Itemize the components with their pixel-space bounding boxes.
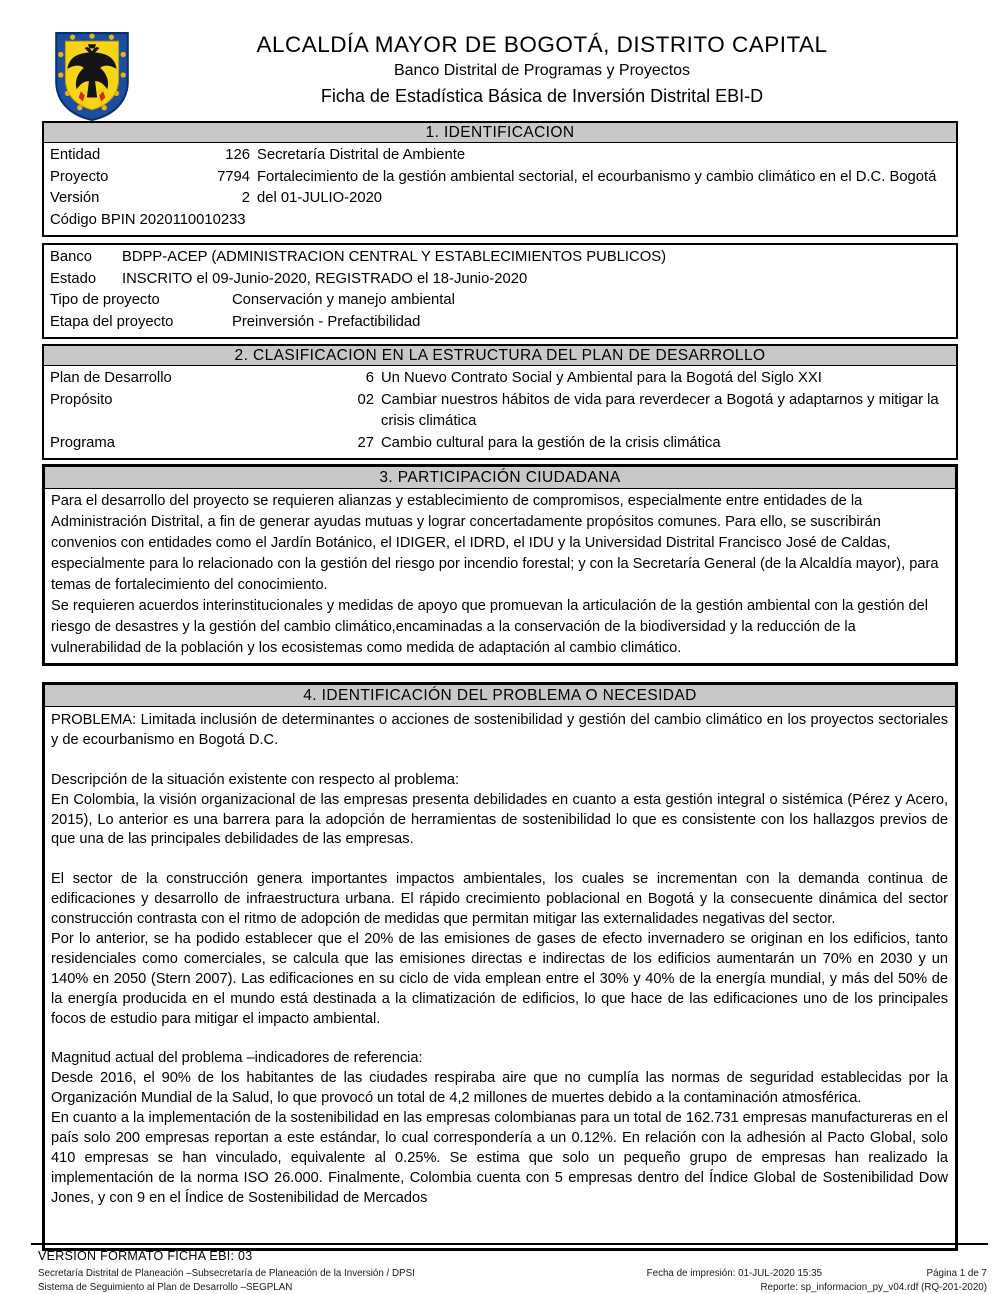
problema-paragraph (51, 850, 948, 870)
row-label: Entidad (50, 147, 101, 163)
row-value: Cambio cultural para la gestión de la crisis climática (381, 434, 721, 451)
section1-title: 1. IDENTIFICACION (44, 123, 956, 143)
problema-paragraph: En cuanto a la implementación de la sostenibilidad en las empresas colombianas para un total de 162.731 empresas manufactureras en el país solo 200 empresas reportan a este estándar, lo cual correspondería a un 0.12%. En relación con la adhesión al Pacto Global, solo 410 empresas se han vinculado, equivalente al 0.25%. Se estima que solo un pequeño grupo de empresas han realizado la implementación de la norma ISO 26.000. Finalmente, Colombia cuenta con 5 empresas dentro del Índice Global de Sostenibilidad Dow Jones, y con 9 en el Índice de Sostenibilidad de Mercados (51, 1110, 948, 1206)
section4-title: 4. IDENTIFICACIÓN DEL PROBLEMA O NECESIDAD (45, 685, 955, 707)
row-proposito (50, 390, 949, 433)
footer-divider (31, 1243, 988, 1245)
row-label: Etapa del proyecto (50, 313, 174, 330)
row-label: Programa (50, 434, 115, 451)
row-banco (50, 247, 949, 269)
footer-page-number: Página 1 de 7 (926, 1268, 987, 1279)
row-value: Cambiar nuestros hábitos de vida para reverdecer a Bogotá y adaptarnos y mitigar la crisis climática (381, 391, 939, 429)
row-tipo-proyecto (50, 290, 949, 312)
row-label: Tipo de proyecto (50, 292, 160, 308)
registry-box (42, 243, 958, 339)
row-value: Un Nuevo Contrato Social y Ambiental para la Bogotá del Siglo XXI (381, 370, 822, 386)
participacion-paragraph: Se requieren acuerdos interinstitucionales y medidas de apoyo que promuevan la articulación de la gestión ambiental con la gestión del riesgo de desastres y la gestión del cambio climático,encaminadas a la conservación de la biodiversidad y la reducción de la vulnerabilidad de la población y los ecosistemas como medida de adaptación al cambio climático. (51, 598, 928, 656)
problema-paragraph: En Colombia, la visión organizacional de las empresas presenta debilidades en cuanto a esta gestión integral o sistémica (Pérez y Acero, 2015), Lo anterior es una barrera para la adopción de herramientas de sostenibilidad lo que es consistente con los hallazgos previos de que una de las principales debilidades de las empresas. (51, 791, 948, 848)
document-header (84, 32, 1000, 107)
section-participacion (42, 464, 958, 666)
row-etapa-proyecto (50, 312, 949, 334)
row-value: Fortalecimiento de la gestión ambiental sectorial, el ecourbanismo y cambio climático en el D.C. Bogotá (257, 168, 937, 185)
row-version (50, 188, 949, 210)
row-label: Banco (50, 249, 92, 265)
row-codigo-bpin (50, 210, 949, 232)
row-code: 7794 (217, 168, 250, 185)
section-problema (42, 682, 958, 1251)
section-clasificacion (42, 344, 958, 460)
row-code: 02 (357, 391, 374, 408)
problema-paragraph: Desde 2016, el 90% de los habitantes de las ciudades respiraba aire que no cumplía las normas de seguridad establecidas por la Organización Mundial de la Salud, lo que provocó un total de 4,2 millones de muertes debido a la contaminación atmosférica. (51, 1070, 948, 1107)
row-plan-desarrollo (50, 368, 949, 390)
problema-paragraph: Por lo anterior, se ha podido establecer que el 20% de las emisiones de gases de efecto invernadero se originan en los edificios, tanto residenciales como comerciales, se calcula que las emisiones directas e indirectas de los edificios aumentarán un 70% en 2030 y un 140% en 2050 (Stern 2007). Las edificaciones en su ciclo de vida emplean entre el 30% y 40% de la energía mundial, y más del 50% de la energía producida en el mundo está destinada a la climatización de edificios, lo que hace de las edificaciones uno de los principales focos de estudio para mitigar el impacto ambiental. (51, 930, 948, 1027)
row-proyecto (50, 167, 949, 189)
row-estado (50, 269, 949, 291)
footer-print-date: Fecha de impresión: 01-JUL-2020 15:35 (646, 1268, 822, 1279)
footer-entity-line: Secretaría Distrital de Planeación –Subsecretaría de Planeación de la Inversión / DPSI (38, 1268, 415, 1279)
row-programa (50, 433, 949, 455)
problema-paragraph (51, 751, 948, 771)
section2-title: 2. CLASIFICACION EN LA ESTRUCTURA DEL PLAN DE DESARROLLO (44, 346, 956, 366)
problema-paragraph: Magnitud actual del problema –indicadores de referencia: (51, 1050, 423, 1067)
footer-system-line: Sistema de Seguimiento al Plan de Desarrollo –SEGPLAN (38, 1282, 293, 1293)
row-value: Conservación y manejo ambiental (232, 292, 455, 308)
row-value: Secretaría Distrital de Ambiente (257, 147, 466, 163)
header-subtitle-banco: Banco Distrital de Programas y Proyectos (393, 62, 691, 79)
page-title: ALCALDÍA MAYOR DE BOGOTÁ, DISTRITO CAPITAL (256, 32, 828, 57)
footer-format-version: VERSIÓN FORMATO FICHA EBI: 03 (38, 1249, 253, 1263)
row-code: 2 (241, 190, 250, 206)
row-label: Proyecto (50, 168, 109, 185)
row-label: Versión (50, 190, 100, 206)
section3-title: 3. PARTICIPACIÓN CIUDADANA (45, 467, 955, 489)
header-subtitle-ficha: Ficha de Estadística Básica de Inversión Distrital EBI-D (320, 86, 764, 106)
page-footer (0, 1243, 1000, 1294)
row-entidad (50, 145, 949, 167)
document-body (42, 121, 958, 1251)
participacion-paragraph: Para el desarrollo del proyecto se requieren alianzas y establecimiento de compromisos, especialmente entre entidades de la Administración Distrital, a fin de generar ayudas mutuas y lograr concertadamente propósitos comunes. Para ello, se suscribirán convenios con entidades como el Jardín Botánico, el IDIGER, el IDRD, el IDU y la Universidad Distrital Francisco José de Caldas, especialmente para lo relacionado con la gestión del riesgo por incendio forestal; y con la Secretaría General (de la Alcaldía mayor), para temas de fortalecimiento del conocimiento. (51, 493, 939, 593)
row-value: INSCRITO el 09-Junio-2020, REGISTRADO el 18-Junio-2020 (122, 270, 528, 287)
section-identificacion (42, 121, 958, 237)
row-value: del 01-JULIO-2020 (257, 190, 383, 206)
row-code: 126 (225, 147, 250, 163)
problema-paragraph (51, 1029, 948, 1049)
row-label: Propósito (50, 391, 113, 408)
row-code: 27 (357, 434, 374, 451)
row-label: Estado (50, 270, 97, 287)
row-label: Plan de Desarrollo (50, 370, 172, 386)
problema-paragraph: El sector de la construcción genera importantes impactos ambientales, los cuales se incrementan con la demanda continua de edificaciones y desarrollo de infraestructura urbana. El rápido crecimiento poblacional en Bogotá y la consecuente dinámica del sector construcción contrasta con el ritmo de adopción de medidas que permitan mitigar las externalidades negativas del sector. (51, 871, 948, 928)
bpin-value: Código BPIN 2020110010233 (50, 211, 246, 228)
problema-paragraph: PROBLEMA: Limitada inclusión de determinantes o acciones de sostenibilidad y gestión del cambio climático en los proyectos sectoriales y de ecourbanismo en Bogotá D.C. (51, 712, 948, 748)
footer-report-id: Reporte: sp_informacion_py_v04.rdf (RQ-201-2020) (760, 1282, 987, 1293)
problema-paragraph: Descripción de la situación existente con respecto al problema: (51, 771, 460, 788)
row-value: Preinversión - Prefactibilidad (232, 313, 421, 330)
row-code: 6 (365, 370, 374, 386)
row-value: BDPP-ACEP (ADMINISTRACION CENTRAL Y ESTABLECIMIENTOS PUBLICOS) (122, 249, 667, 265)
